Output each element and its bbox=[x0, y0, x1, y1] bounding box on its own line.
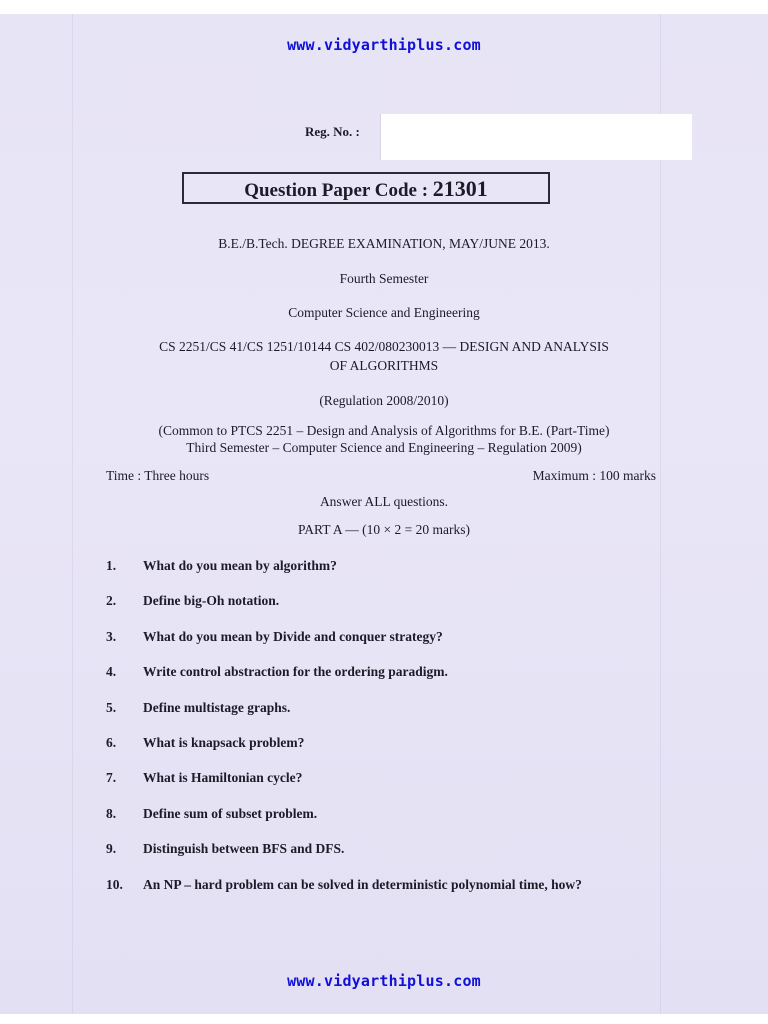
part-a-heading: PART A — (10 × 2 = 20 marks) bbox=[298, 522, 470, 537]
footer-url[interactable]: www.vidyarthiplus.com bbox=[287, 972, 481, 990]
question-number: 10. bbox=[106, 876, 123, 892]
question-text: Define big-Oh notation. bbox=[143, 593, 280, 609]
question-item bbox=[106, 700, 666, 735]
question-item bbox=[106, 593, 666, 628]
question-number: 3. bbox=[106, 628, 117, 644]
question-item bbox=[106, 841, 666, 876]
question-text: Define sum of subset problem. bbox=[143, 805, 318, 821]
question-item bbox=[106, 806, 666, 841]
question-paper-code-label: Question Paper Code : bbox=[244, 180, 429, 201]
question-list bbox=[106, 558, 666, 912]
reg-no-redaction-box bbox=[380, 114, 692, 160]
common-line-2: Third Semester – Computer Science and Engineering – Regulation 2009) bbox=[186, 440, 582, 455]
question-text: Define multistage graphs. bbox=[143, 699, 291, 715]
question-text: An NP – hard problem can be solved in deterministic polynomial time, how? bbox=[143, 876, 582, 892]
semester: Fourth Semester bbox=[339, 271, 429, 286]
course-line-1: CS 2251/CS 41/CS 1251/10144 CS 402/080230013 — DESIGN AND ANALYSIS bbox=[159, 339, 609, 354]
common-line-1: (Common to PTCS 2251 – Design and Analysis of Algorithms for B.E. (Part-Time) bbox=[158, 423, 610, 438]
header-url[interactable]: www.vidyarthiplus.com bbox=[287, 36, 481, 54]
question-text: What do you mean by algorithm? bbox=[143, 558, 337, 573]
question-item bbox=[106, 770, 666, 805]
question-item bbox=[106, 664, 666, 699]
question-paper-code-box bbox=[182, 172, 550, 204]
maximum-marks: Maximum : 100 marks bbox=[532, 468, 656, 483]
question-number: 6. bbox=[106, 734, 117, 750]
question-text: What is knapsack problem? bbox=[143, 734, 305, 750]
regulation: (Regulation 2008/2010) bbox=[319, 393, 449, 408]
question-item bbox=[106, 877, 666, 912]
question-text: What do you mean by Divide and conquer strategy? bbox=[143, 628, 443, 644]
question-text: What is Hamiltonian cycle? bbox=[143, 770, 303, 786]
question-number: 8. bbox=[106, 805, 117, 821]
question-number: 5. bbox=[106, 699, 117, 715]
department: Computer Science and Engineering bbox=[288, 305, 480, 320]
question-number: 9. bbox=[106, 841, 117, 857]
reg-no-label: Reg. No. : bbox=[305, 124, 360, 139]
question-number: 7. bbox=[106, 770, 117, 786]
question-item bbox=[106, 558, 666, 593]
fold-line bbox=[72, 14, 73, 1014]
course-line-2: OF ALGORITHMS bbox=[329, 358, 439, 373]
question-text: Distinguish between BFS and DFS. bbox=[143, 841, 345, 857]
question-paper-code-number: 21301 bbox=[432, 176, 488, 201]
question-number: 2. bbox=[106, 593, 117, 609]
question-number: 1. bbox=[106, 558, 117, 573]
question-number: 4. bbox=[106, 664, 117, 680]
time-duration: Time : Three hours bbox=[106, 468, 210, 483]
question-text: Write control abstraction for the ordering paradigm. bbox=[143, 664, 448, 680]
exam-title: B.E./B.Tech. DEGREE EXAMINATION, MAY/JUNE 2013. bbox=[218, 236, 550, 251]
instruction: Answer ALL questions. bbox=[319, 494, 449, 509]
question-item bbox=[106, 735, 666, 770]
question-item bbox=[106, 629, 666, 664]
